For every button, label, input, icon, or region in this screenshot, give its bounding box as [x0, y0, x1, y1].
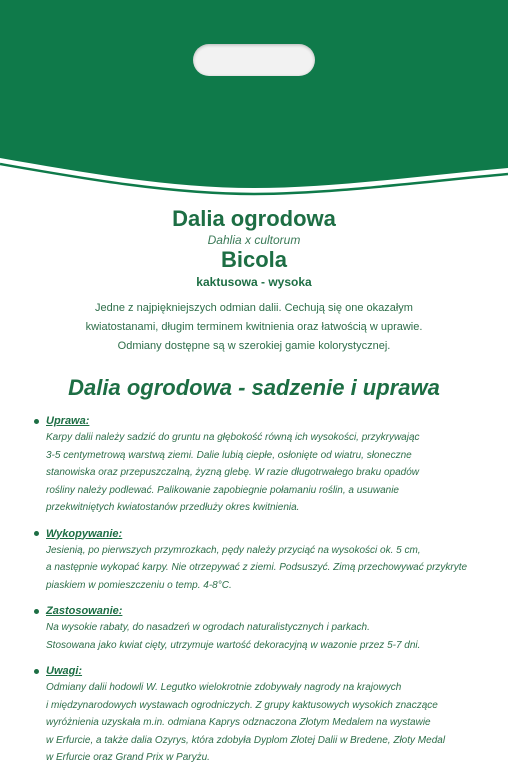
guide-sections	[34, 413, 474, 776]
section-line: 3-5 centymetrową warstwą ziemi. Dalie lubią ciepłe, osłonięte od wiatru, słoneczne	[46, 449, 412, 461]
section-line: wyróżnienia uzyskała m.in. odmiana Kaprys odznaczona Złotym Medalem na wystawie	[46, 717, 431, 728]
bullet-icon	[34, 669, 39, 674]
section-line: Na wysokie rabaty, do nasadzeń w ogrodach naturalistycznych i parkach.	[46, 622, 370, 633]
section-uprawa	[34, 413, 474, 517]
section-line: przekwitniętych kwiatostanów przedłuży okres kwitnienia.	[46, 502, 300, 513]
product-name: Dalia ogrodowa	[172, 206, 336, 231]
section-line: w Erfurcie oraz Grand Prix w Paryżu.	[46, 752, 210, 763]
section-line: piaskiem w pomieszczeniu o temp. 4-8°C.	[46, 579, 232, 591]
bullet-icon	[34, 531, 39, 536]
latin-name: Dahlia x cultorum	[207, 233, 301, 247]
section-zastosowanie	[34, 603, 474, 654]
product-title-block	[0, 206, 508, 290]
hang-hole	[193, 44, 315, 76]
variety-name: Bicola	[220, 247, 288, 272]
guide-title: Dalia ogrodowa - sadzenie i uprawa	[68, 375, 440, 400]
variety-type: kaktusowa - wysoka	[196, 275, 312, 289]
product-description	[60, 299, 448, 356]
section-line: a następnie wykopać karpy. Nie otrzepywać z ziemi. Podsuszyć. Zimą przechowywać przykryte	[46, 562, 468, 573]
section-uwagi	[34, 663, 474, 767]
bullet-icon	[34, 419, 39, 424]
section-line: w Erfurcie, a także dalia Ozyrys, która zdobyła Dyplom Złotej Dalii w Bredene, Złoty Medal	[46, 734, 446, 746]
section-line: Karpy dalii należy sadzić do gruntu na głębokość równą ich wysokości, przykrywając	[46, 432, 420, 443]
section-heading: Zastosowanie:	[46, 605, 123, 617]
description-line: kwiatostanami, długim terminem kwitnienia oraz łatwością w uprawie.	[85, 321, 423, 333]
section-wykopywanie	[34, 526, 474, 595]
section-heading: Uprawa:	[46, 415, 90, 427]
bullet-icon	[34, 609, 39, 614]
section-heading: Uwagi:	[46, 665, 83, 677]
description-line: Jedne z najpiękniejszych odmian dalii. Cechują się one okazałym	[95, 302, 413, 314]
section-line: Stosowana jako kwiat cięty, utrzymuje wartość dekoracyjną w wazonie przez 5-7 dni.	[46, 639, 421, 651]
section-line: stanowiska oraz przepuszczalną, żyzną glebę. W razie długotrwałego braku opadów	[46, 467, 419, 478]
section-line: Odmiany dalii hodowli W. Legutko wielokrotnie zdobywały nagrody na krajowych	[46, 682, 402, 693]
section-line: rośliny należy podlewać. Palikowanie zapobiegnie połamaniu roślin, a usuwanie	[46, 484, 399, 496]
section-line: i międzynarodowych wystawach ogrodniczych. Z grupy kaktusowych wysokich znaczące	[46, 699, 438, 711]
section-line: Jesienią, po pierwszych przymrozkach, pędy należy przyciąć na wysokości ok. 5 cm,	[46, 544, 421, 556]
section-heading: Wykopywanie:	[46, 527, 123, 540]
description-line: Odmiany dostępne są w szerokiej gamie kolorystycznej.	[117, 340, 391, 352]
green-header-banner	[0, 0, 508, 200]
